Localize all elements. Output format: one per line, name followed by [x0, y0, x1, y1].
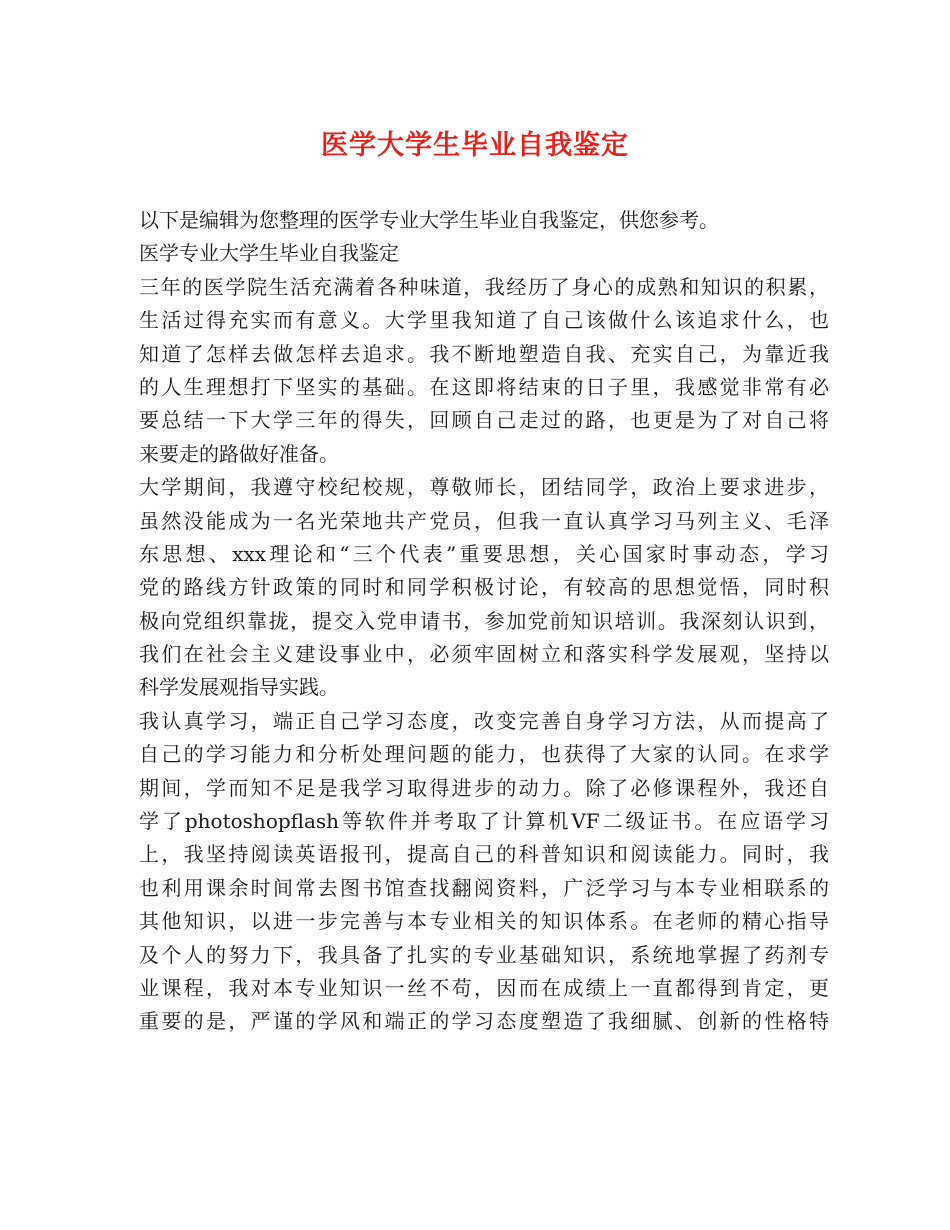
text-line: 我们在社会主义建设事业中，必须牢固树立和落实科学发展观，坚持以 — [139, 642, 829, 667]
intro-line: 以下是编辑为您整理的医学专业大学生毕业自我鉴定，供您参考。 — [139, 208, 719, 232]
text-line: 东思想、xxx理论和“三个代表”重要思想，关心国家时事动态，学习 — [139, 541, 829, 566]
text-line: 上，我坚持阅读英语报刊，提高自己的科普知识和阅读能力。同时，我 — [139, 842, 829, 867]
text-line: 业课程，我对本专业知识一丝不苟，因而在成绩上一直都得到肯定，更 — [139, 975, 829, 1000]
text-line: 期间，学而知不足是我学习取得进步的动力。除了必修课程外，我还自 — [139, 775, 829, 800]
text-line: 重要的是，严谨的学风和端正的学习态度塑造了我细腻、创新的性格特 — [139, 1009, 829, 1034]
text-line: 党的路线方针政策的同时和同学积极讨论，有较高的思想觉悟，同时积 — [139, 575, 829, 600]
text-line: 我认真学习，端正自己学习态度，改变完善自身学习方法，从而提高了 — [139, 708, 829, 733]
document-body — [139, 204, 829, 1039]
subtitle-line: 医学专业大学生毕业自我鉴定 — [139, 241, 399, 266]
text-line: 生活过得充实而有意义。大学里我知道了自己该做什么该追求什么，也 — [139, 308, 829, 333]
text-line: 科学发展观指导实践。 — [139, 675, 339, 700]
text-line: 来要走的路做好准备。 — [139, 441, 339, 466]
text-line: 三年的医学院生活充满着各种味道，我经历了身心的成熟和知识的积累， — [139, 274, 829, 299]
text-line: 要总结一下大学三年的得失，回顾自己走过的路，也更是为了对自己将 — [139, 408, 829, 433]
text-line: 大学期间，我遵守校纪校规，尊敬师长，团结同学，政治上要求进步， — [139, 475, 829, 500]
text-line: 虽然没能成为一名光荣地共产党员，但我一直认真学习马列主义、毛泽 — [139, 508, 829, 533]
text-line: 及个人的努力下，我具备了扎实的专业基础知识，系统地掌握了药剂专 — [139, 942, 829, 967]
text-line: 其他知识，以进一步完善与本专业相关的知识体系。在老师的精心指导 — [139, 909, 829, 934]
text-line: 的人生理想打下坚实的基础。在这即将结束的日子里，我感觉非常有必 — [139, 374, 829, 399]
text-line: 也利用课余时间常去图书馆查找翻阅资料，广泛学习与本专业相联系的 — [139, 875, 829, 900]
text-line: 极向党组织靠拢，提交入党申请书，参加党前知识培训。我深刻认识到， — [139, 608, 829, 633]
text-line: 学了photoshopflash等软件并考取了计算机VF二级证书。在应语学习 — [139, 809, 829, 834]
text-line: 自己的学习能力和分析处理问题的能力，也获得了大家的认同。在求学 — [139, 742, 829, 767]
text-line: 知道了怎样去做怎样去追求。我不断地塑造自我、充实自己，为靠近我 — [139, 341, 829, 366]
document-title: 医学大学生毕业自我鉴定 — [321, 130, 629, 161]
